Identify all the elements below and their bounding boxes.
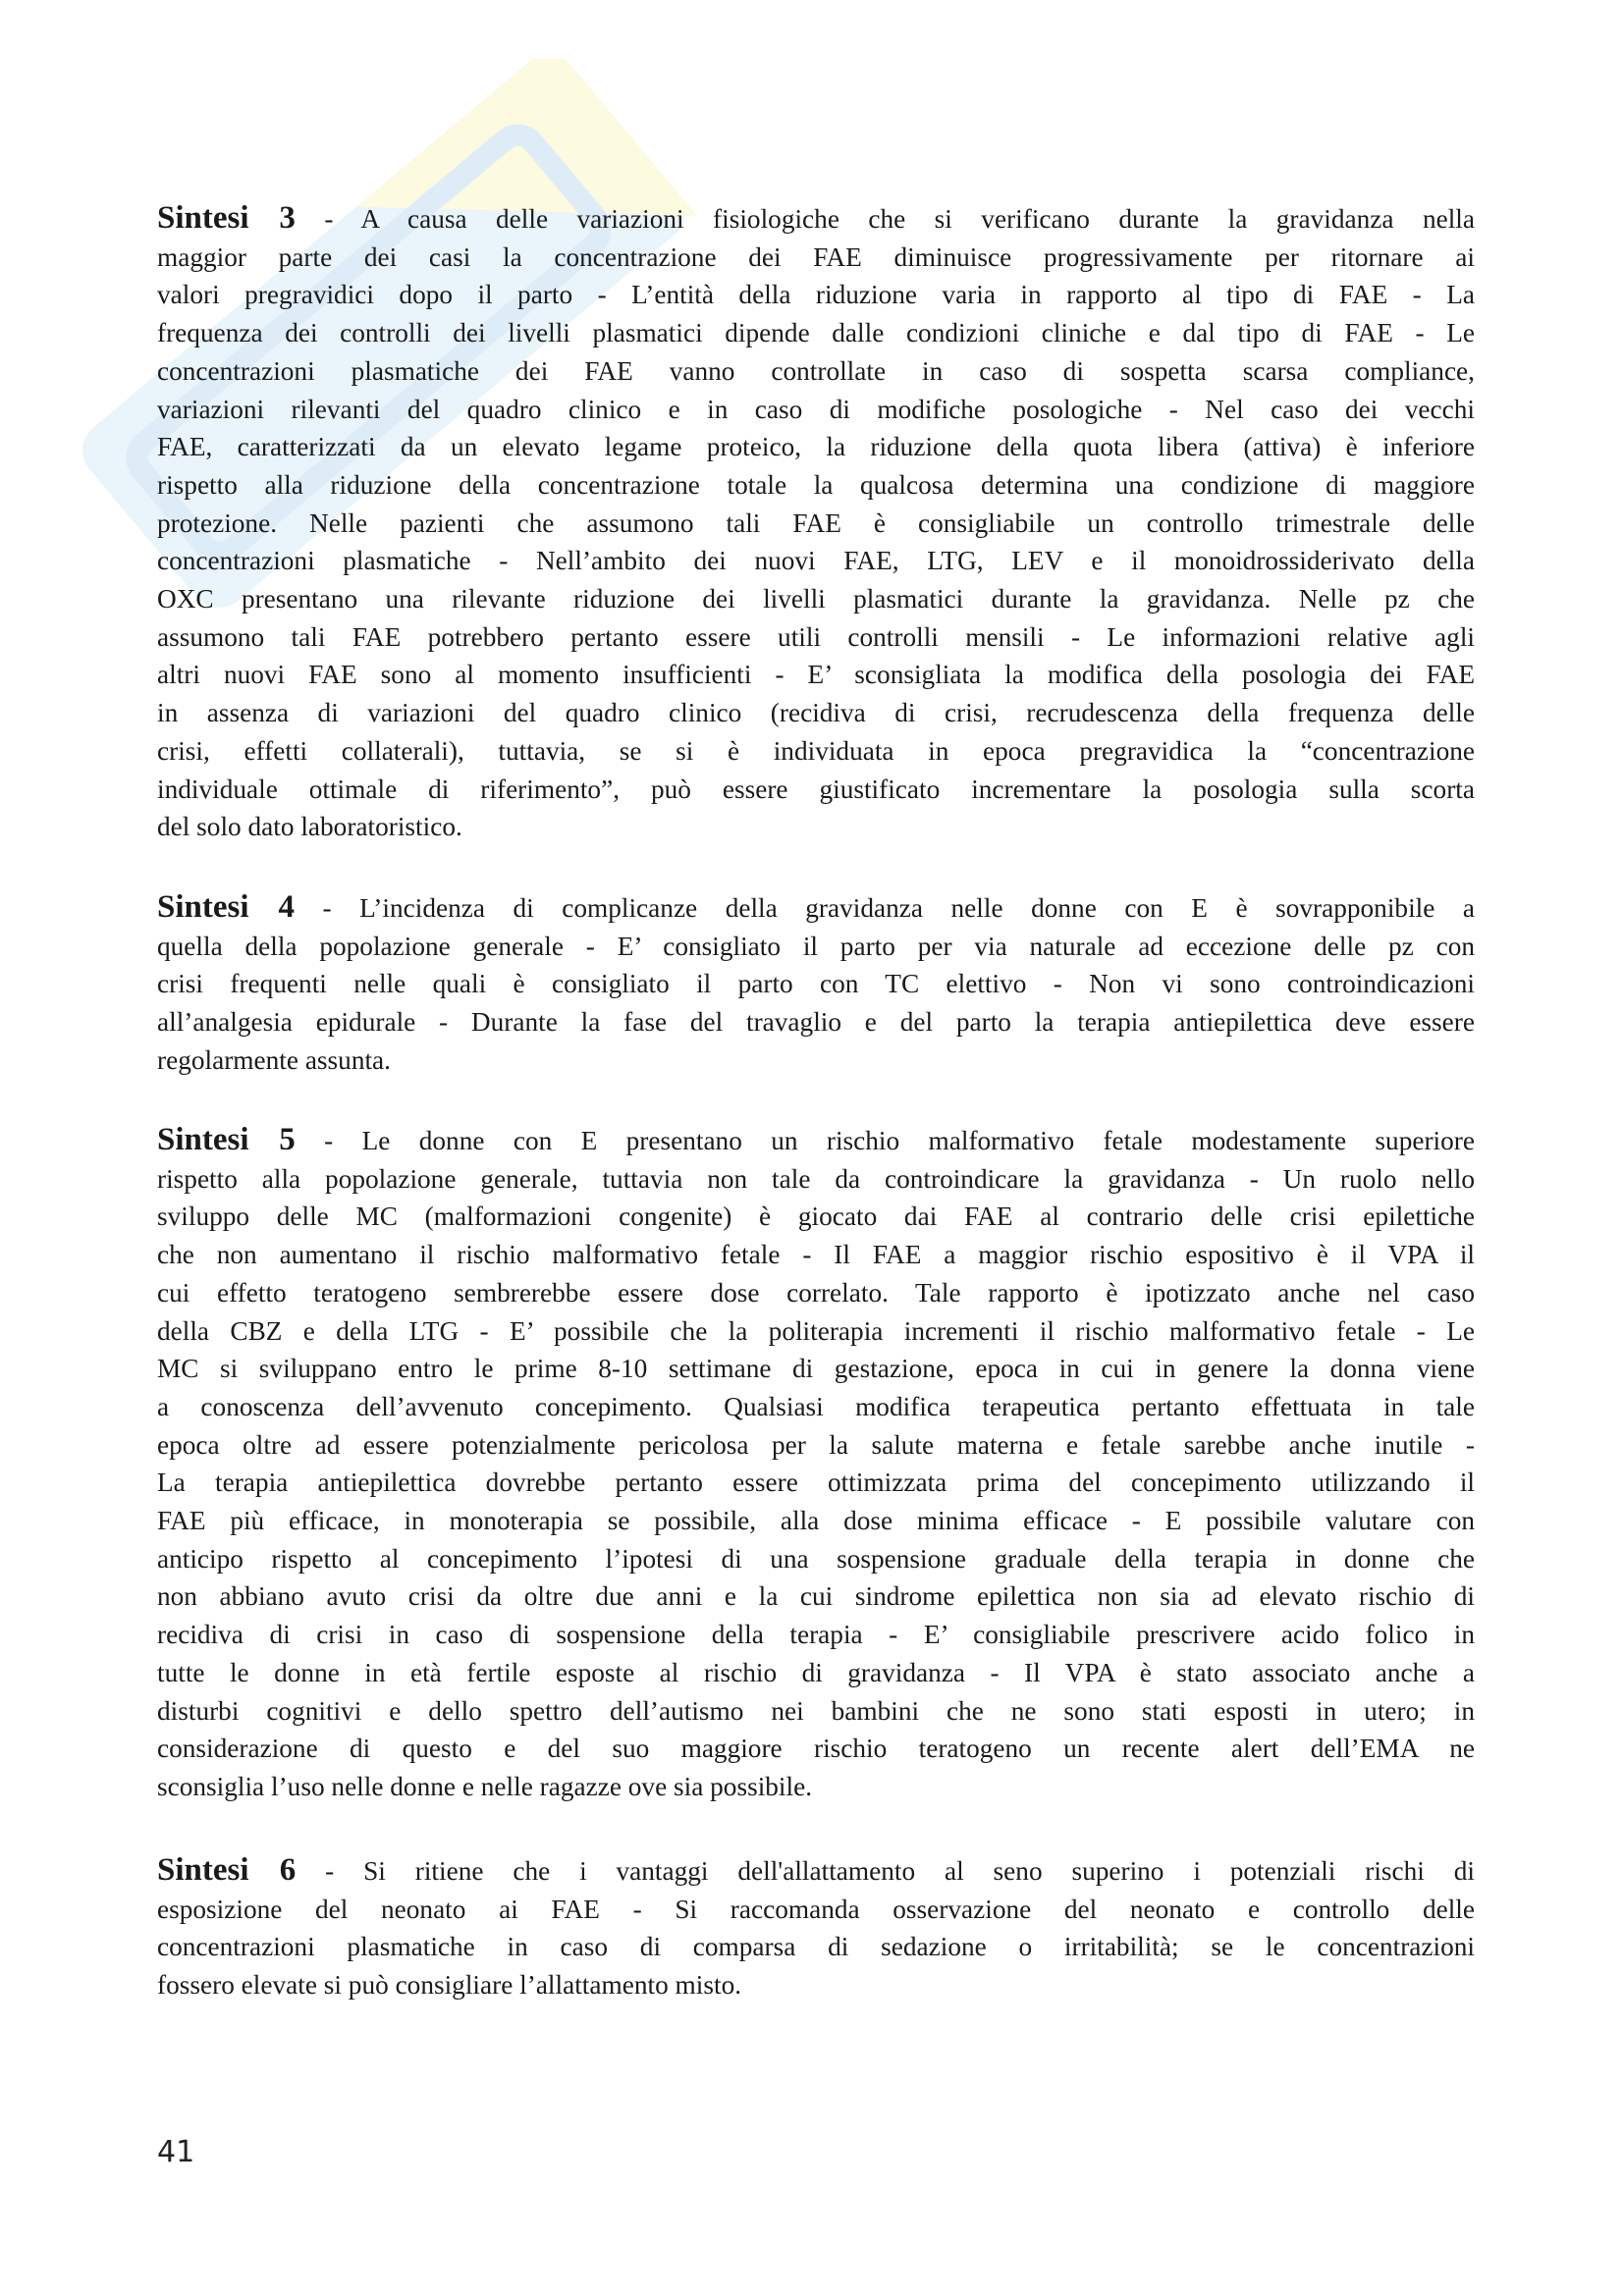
text-line xyxy=(157,1616,1475,1654)
text-line xyxy=(157,888,1475,928)
section-heading: Sintesi 4 xyxy=(157,889,295,925)
paragraph-sintesi-5 xyxy=(157,1121,1475,1806)
text-line xyxy=(157,199,1475,239)
line-text: - A causa delle variazioni fisiologiche che si verificano durante la gravidanza nella xyxy=(295,204,1475,234)
text-line xyxy=(157,1274,1475,1312)
line-text: frequenza dei controlli dei livelli plasmatici dipende dalle condizioni cliniche e dal tipo di FAE - Le xyxy=(157,318,1475,348)
paragraph-sintesi-6 xyxy=(157,1851,1475,2004)
line-text: non abbiano avuto crisi da oltre due anni e la cui sindrome epilettica non sia ad elevato rischio di xyxy=(157,1581,1475,1612)
section-heading: Sintesi 6 xyxy=(157,1852,297,1888)
line-text: variazioni rilevanti del quadro clinico e in caso di modifiche posologiche - Nel caso dei vecchi xyxy=(157,394,1475,424)
line-text: maggior parte dei casi la concentrazione dei FAE diminuisce progressivamente per ritornare ai xyxy=(157,241,1475,272)
text-line xyxy=(157,965,1475,1003)
text-line xyxy=(157,771,1475,809)
text-line xyxy=(157,1003,1475,1041)
line-text: MC si sviluppano entro le prime 8-10 settimane di gestazione, epoca in cui in genere la donna viene xyxy=(157,1354,1475,1384)
line-text: tutte le donne in età fertile esposte al rischio di gravidanza - Il VPA è stato associato anche a xyxy=(157,1657,1475,1687)
line-text: epoca oltre ad essere potenzialmente pericolosa per la salute materna e fetale sarebbe anche inutile - xyxy=(157,1429,1475,1460)
text-line xyxy=(157,928,1475,966)
line-text: all’analgesia epidurale - Durante la fase del travaglio e del parto la terapia antiepilettica deve essere xyxy=(157,1007,1475,1038)
line-text: a conoscenza dell’avvenuto concepimento. Qualsiasi modifica terapeutica pertanto effettuata in tale xyxy=(157,1391,1475,1421)
text-line xyxy=(157,656,1475,694)
line-text: sconsiglia l’uso nelle donne e nelle ragazze ove sia possibile. xyxy=(157,1771,813,1801)
line-text: individuale ottimale di riferimento”, può essere giustificato incrementare la posologia sulla scorta xyxy=(157,774,1475,804)
page-number: 41 xyxy=(157,2135,195,2169)
text-line xyxy=(157,1041,1475,1080)
line-text: La terapia antiepilettica dovrebbe pertanto essere ottimizzata prima del concepimento utilizzando il xyxy=(157,1468,1475,1498)
line-text: in assenza di variazioni del quadro clinico (recidiva di crisi, recrudescenza della frequenza delle xyxy=(157,698,1475,728)
text-line xyxy=(157,276,1475,314)
line-text: anticipo rispetto al concepimento l’ipotesi di una sospensione graduale della terapia in donne che xyxy=(157,1543,1475,1574)
line-text: rispetto alla popolazione generale, tuttavia non tale da controindicare la gravidanza - Un ruolo nello xyxy=(157,1163,1475,1194)
line-text: del solo dato laboratoristico. xyxy=(157,812,462,842)
text-line xyxy=(157,239,1475,277)
text-line xyxy=(157,618,1475,657)
paragraph-sintesi-4 xyxy=(157,888,1475,1080)
line-text: cui effetto teratogeno sembrerebbe essere dose correlato. Tale rapporto è ipotizzato anche nel caso xyxy=(157,1277,1475,1308)
line-text: - Si ritiene che i vantaggi dell'allattamento al seno superino i potenziali rischi di xyxy=(296,1856,1475,1886)
line-text: quella della popolazione generale - E’ consigliato il parto per via naturale ad eccezione delle pz con xyxy=(157,931,1475,961)
line-text: fossero elevate si può consigliare l’allattamento misto. xyxy=(157,1970,742,2001)
text-line xyxy=(157,1121,1475,1160)
text-line xyxy=(157,1426,1475,1465)
text-line xyxy=(157,1312,1475,1351)
line-text: della CBZ e della LTG - E’ possibile che la politerapia incrementi il rischio malformativo fetale - Le xyxy=(157,1315,1475,1346)
text-line xyxy=(157,1388,1475,1426)
line-text: crisi frequenti nelle quali è consigliato il parto con TC elettivo - Non vi sono controindicazioni xyxy=(157,969,1475,999)
line-text: OXC presentano una rilevante riduzione dei livelli plasmatici durante la gravidanza. Nelle pz che xyxy=(157,584,1475,614)
text-line xyxy=(157,1540,1475,1578)
line-text: FAE, caratterizzati da un elevato legame proteico, la riduzione della quota libera (attiva) è inferiore xyxy=(157,432,1475,462)
line-text: regolarmente assunta. xyxy=(157,1044,391,1075)
text-line xyxy=(157,1577,1475,1616)
text-line xyxy=(157,1198,1475,1236)
text-line xyxy=(157,542,1475,580)
line-text: - L’incidenza di complicanze della gravidanza nelle donne con E è sovrapponibile a xyxy=(294,893,1475,923)
line-text: FAE più efficace, in monoterapia se possibile, alla dose minima efficace - E possibile valutare con xyxy=(157,1506,1475,1536)
text-line xyxy=(157,808,1475,846)
text-line xyxy=(157,1350,1475,1388)
section-heading: Sintesi 5 xyxy=(157,1122,296,1157)
line-text: protezione. Nelle pazienti che assumono tali FAE è consigliabile un controllo trimestrale delle xyxy=(157,507,1475,538)
line-text: - Le donne con E presentano un rischio malformativo fetale modestamente superiore xyxy=(295,1126,1475,1155)
text-line xyxy=(157,1160,1475,1199)
line-text: rispetto alla riduzione della concentrazione totale la qualcosa determina una condizione di maggiore xyxy=(157,469,1475,500)
text-line xyxy=(157,428,1475,466)
text-line xyxy=(157,466,1475,505)
text-line xyxy=(157,1966,1475,2004)
text-line xyxy=(157,1730,1475,1768)
line-text: recidiva di crisi in caso di sospensione della terapia - E’ consigliabile prescrivere acido folico in xyxy=(157,1620,1475,1650)
line-text: altri nuovi FAE sono al momento insufficienti - E’ sconsigliata la modifica della posologia dei FAE xyxy=(157,660,1475,690)
text-line xyxy=(157,1851,1475,1891)
line-text: disturbi cognitivi e dello spettro dell’autismo nei bambini che ne sono stati esposti in utero; in xyxy=(157,1695,1475,1726)
text-line xyxy=(157,1464,1475,1502)
text-line xyxy=(157,580,1475,618)
text-line xyxy=(157,1654,1475,1692)
text-line xyxy=(157,1891,1475,1929)
line-text: assumono tali FAE potrebbero pertanto essere utili controlli mensili - Le informazioni relative agli xyxy=(157,621,1475,652)
paragraph-sintesi-3 xyxy=(157,199,1475,846)
line-text: considerazione di questo e del suo maggiore rischio teratogeno un recente alert dell’EMA ne xyxy=(157,1734,1475,1764)
line-text: che non aumentano il rischio malformativo fetale - Il FAE a maggior rischio espositivo è il VPA il xyxy=(157,1240,1475,1270)
text-line xyxy=(157,732,1475,771)
text-line xyxy=(157,352,1475,391)
text-line xyxy=(157,391,1475,429)
line-text: concentrazioni plasmatiche dei FAE vanno controllate in caso di sospetta scarsa compliance, xyxy=(157,355,1475,386)
section-heading: Sintesi 3 xyxy=(157,200,296,236)
line-text: esposizione del neonato ai FAE - Si raccomanda osservazione del neonato e controllo delle xyxy=(157,1894,1475,1924)
line-text: concentrazioni plasmatiche - Nell’ambito dei nuovi FAE, LTG, LEV e il monoidrossiderivato della xyxy=(157,546,1475,576)
text-line xyxy=(157,1768,1475,1806)
line-text: valori pregravidici dopo il parto - L’entità della riduzione varia in rapporto al tipo di FAE - La xyxy=(157,280,1475,310)
text-line xyxy=(157,694,1475,732)
text-line xyxy=(157,314,1475,352)
text-line xyxy=(157,1928,1475,1966)
line-text: crisi, effetti collaterali), tuttavia, se si è individuata in epoca pregravidica la “concentrazione xyxy=(157,735,1475,766)
text-line xyxy=(157,505,1475,543)
text-line xyxy=(157,1502,1475,1540)
line-text: concentrazioni plasmatiche in caso di comparsa di sedazione o irritabilità; se le concentrazioni xyxy=(157,1932,1475,1962)
text-line xyxy=(157,1692,1475,1731)
line-text: sviluppo delle MC (malformazioni congenite) è giocato dai FAE al contrario delle crisi epilettiche xyxy=(157,1201,1475,1232)
text-line xyxy=(157,1236,1475,1274)
